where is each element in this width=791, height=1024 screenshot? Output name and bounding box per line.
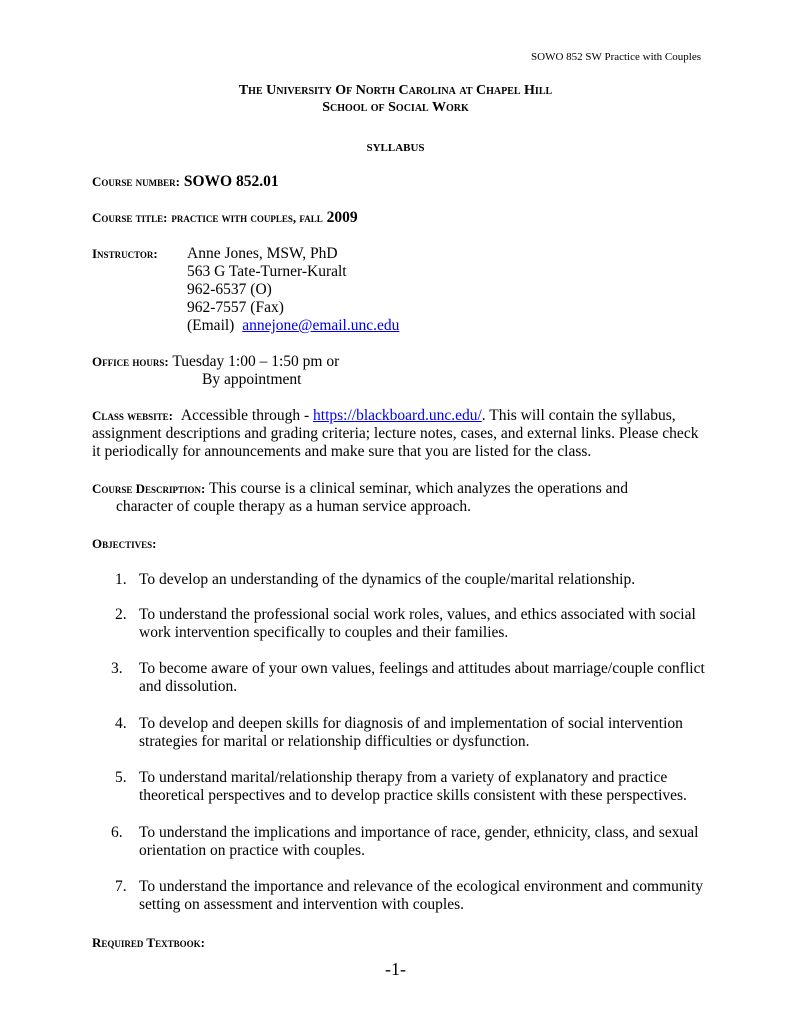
objective-number: 7.: [115, 878, 127, 895]
class-website-label: Class website:: [92, 408, 173, 423]
objective-text: setting on assessment and intervention with couples.: [139, 896, 465, 913]
instructor-office: 563 G Tate-Turner-Kuralt: [187, 263, 347, 280]
instructor-email-label: (Email): [187, 317, 235, 334]
objective-number: 5.: [115, 769, 127, 786]
syllabus-label: SYLLABUS: [366, 142, 425, 154]
class-website-line2: assignment descriptions and grading criteria; lecture notes, cases, and external links. Please check: [92, 425, 699, 442]
objectives-heading: Objectives:: [92, 536, 157, 551]
instructor-label: Instructor:: [92, 246, 158, 261]
objective-text: To become aware of your own values, feelings and attitudes about marriage/couple conflict: [139, 660, 705, 677]
running-header: SOWO 852 SW Practice with Couples: [531, 51, 701, 63]
course-title-value: practice with couples, fall: [171, 210, 323, 225]
class-website-row: [92, 407, 676, 425]
course-number-value: SOWO 852.01: [183, 173, 279, 190]
instructor-email-link[interactable]: annejone@email.unc.edu: [242, 317, 400, 334]
objective-number: 1.: [115, 571, 127, 588]
course-description-label: Course Description:: [92, 481, 206, 496]
office-hours-line1: Tuesday 1:00 – 1:50 pm or: [172, 353, 340, 370]
objective-text: strategies for marital or relationship difficulties or dysfunction.: [139, 733, 530, 750]
blackboard-link[interactable]: https://blackboard.unc.edu/: [313, 407, 482, 424]
school-title: School of Social Work: [322, 100, 469, 115]
course-description-line1: This course is a clinical seminar, which analyzes the operations and: [209, 480, 629, 497]
course-number-row: [92, 173, 279, 191]
objective-number: 2.: [115, 606, 127, 623]
instructor-fax: 962-7557 (Fax): [187, 299, 284, 316]
required-textbook-heading: Required Textbook:: [92, 935, 205, 950]
instructor-phone: 962-6537 (O): [187, 281, 272, 298]
objective-text: To develop an understanding of the dynamics of the couple/marital relationship.: [139, 571, 636, 588]
office-hours-line2: By appointment: [202, 371, 302, 388]
objective-text: theoretical perspectives and to develop practice skills consistent with these perspectives.: [139, 787, 687, 804]
objective-text: To understand the implications and importance of race, gender, ethnicity, class, and sexual: [139, 824, 699, 841]
objective-number: 3.: [111, 660, 123, 677]
course-description-row: [92, 480, 628, 498]
course-title-label: Course title:: [92, 210, 168, 225]
objective-number: 4.: [115, 715, 127, 732]
class-website-rest: . This will contain the syllabus,: [481, 407, 676, 424]
objective-text: To understand marital/relationship therapy from a variety of explanatory and practice: [139, 769, 668, 786]
objective-text: and dissolution.: [139, 678, 238, 695]
course-title-row: [92, 209, 358, 227]
instructor-name: Anne Jones, MSW, PhD: [187, 245, 338, 262]
objective-text: To understand the importance and relevance of the ecological environment and community: [139, 878, 704, 895]
instructor-row: [92, 245, 158, 263]
university-title: The University Of North Carolina at Chapel Hill: [238, 83, 553, 98]
objective-text: work intervention specifically to couples and their families.: [139, 624, 509, 641]
course-number-label: Course number:: [92, 174, 180, 189]
course-description-line2: character of couple therapy as a human service approach.: [116, 498, 472, 515]
course-title-year: 2009: [326, 209, 358, 226]
objective-text: orientation on practice with couples.: [139, 842, 365, 859]
objective-number: 6.: [111, 824, 123, 841]
objective-text: To develop and deepen skills for diagnosis of and implementation of social intervention: [139, 715, 683, 732]
page-number: -1-: [385, 959, 406, 979]
class-website-line3: it periodically for announcements and make sure that you are listed for the class.: [92, 443, 592, 460]
office-hours-label: Office hours:: [92, 354, 169, 369]
class-website-pre: Accessible through -: [180, 407, 310, 424]
objective-text: To understand the professional social work roles, values, and ethics associated with social: [139, 606, 696, 623]
instructor-email-row: [187, 317, 399, 335]
office-hours-row: [92, 353, 339, 371]
